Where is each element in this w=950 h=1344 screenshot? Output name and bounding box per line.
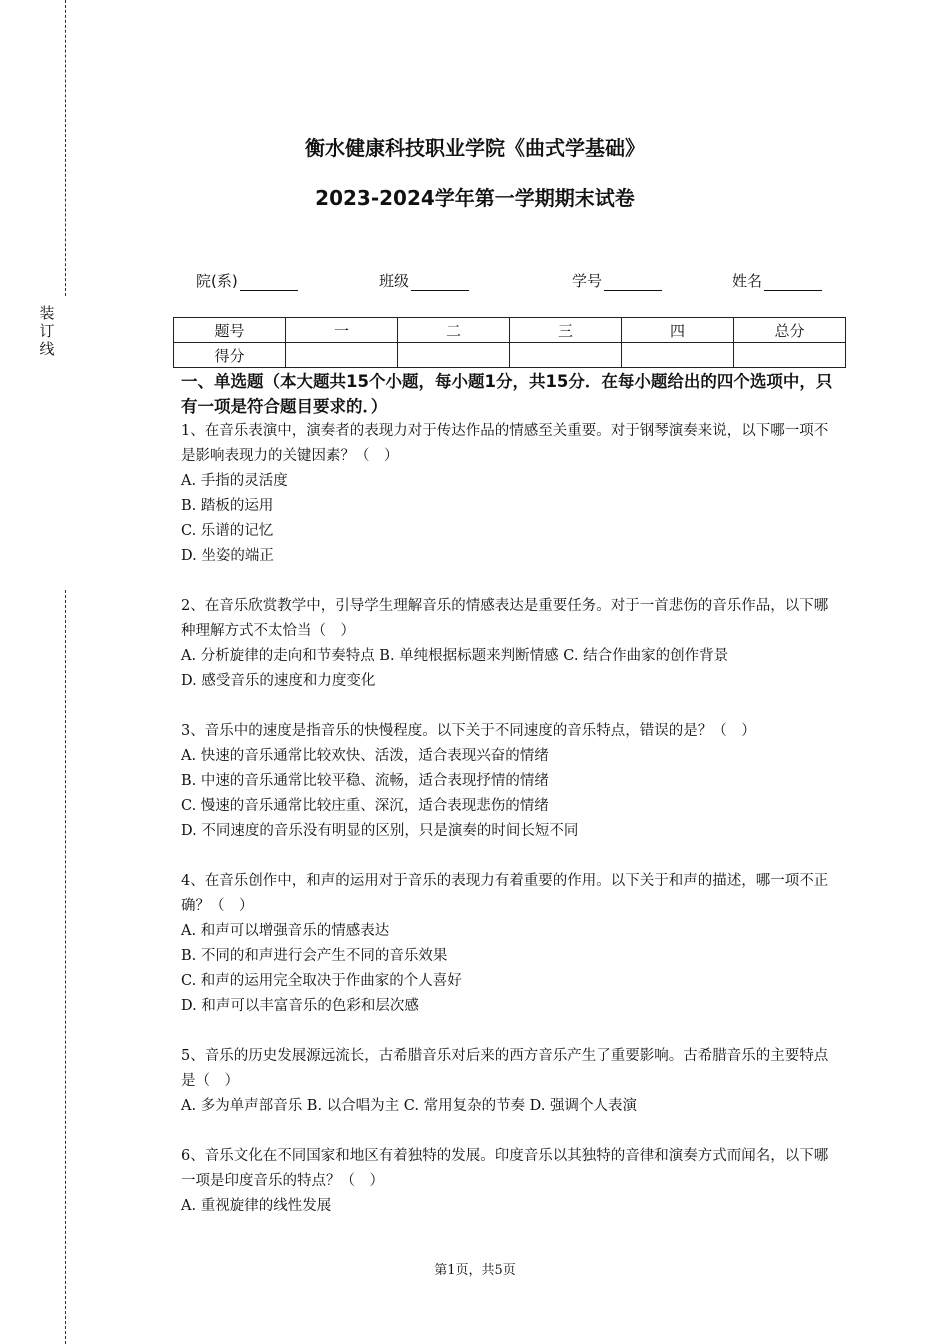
question-option: C. 慢速的音乐通常比较庄重、深沉，适合表现悲伤的情绪 bbox=[181, 798, 549, 814]
binding-label: 装订线 bbox=[39, 304, 55, 358]
question-option: D. 不同速度的音乐没有明显的区别，只是演奏的时间长短不同 bbox=[181, 823, 579, 839]
question-option: B. 不同的和声进行会产生不同的音乐效果 bbox=[181, 948, 448, 964]
score-table-score-row bbox=[174, 343, 846, 368]
question-stem: 2、在音乐欣赏教学中，引导学生理解音乐的情感表达是重要任务。对于一首悲伤的音乐作品，以下哪种理解方式不太恰当（ ） bbox=[181, 598, 829, 639]
question-option: D. 和声可以丰富音乐的色彩和层次感 bbox=[181, 998, 419, 1014]
score-header-cell: 三 bbox=[510, 318, 622, 343]
score-table-header-row bbox=[174, 318, 846, 343]
question-stem: 5、音乐的历史发展源远流长，古希腊音乐对后来的西方音乐产生了重要影响。古希腊音乐的主要特点是（ ） bbox=[181, 1048, 829, 1089]
score-cell[interactable] bbox=[622, 343, 734, 368]
department-blank[interactable] bbox=[240, 275, 298, 291]
score-header-cell: 一 bbox=[286, 318, 398, 343]
question-option: B. 中速的音乐通常比较平稳、流畅，适合表现抒情的情绪 bbox=[181, 773, 549, 789]
question-option: A. 和声可以增强音乐的情感表达 bbox=[181, 923, 390, 939]
question-option: A. 重视旋律的线性发展 bbox=[181, 1198, 332, 1214]
score-table bbox=[173, 317, 846, 368]
department-label: 院(系) bbox=[196, 272, 238, 290]
question-6 bbox=[181, 1144, 841, 1219]
binding-dashed-line-bottom bbox=[65, 590, 66, 1344]
exam-title-line1: 衡水健康科技职业学院《曲式学基础》 bbox=[305, 136, 645, 160]
class-label: 班级 bbox=[379, 272, 410, 290]
question-option: C. 和声的运用完全取决于作曲家的个人喜好 bbox=[181, 973, 462, 989]
question-option: A. 分析旋律的走向和节奏特点 B. 单纯根据标题来判断情感 C. 结合作曲家的创作背景 bbox=[181, 648, 729, 664]
question-option: A. 快速的音乐通常比较欢快、活泼，适合表现兴奋的情绪 bbox=[181, 748, 549, 764]
question-option: C. 乐谱的记忆 bbox=[181, 523, 274, 539]
question-3 bbox=[181, 719, 841, 844]
question-5 bbox=[181, 1044, 841, 1119]
question-1 bbox=[181, 419, 841, 569]
score-header-cell: 四 bbox=[622, 318, 734, 343]
question-option: D. 坐姿的端正 bbox=[181, 548, 274, 564]
score-header-cell: 二 bbox=[398, 318, 510, 343]
student-id-blank[interactable] bbox=[604, 275, 662, 291]
name-label: 姓名 bbox=[732, 272, 763, 290]
score-cell[interactable] bbox=[286, 343, 398, 368]
score-header-cell: 题号 bbox=[174, 318, 286, 343]
question-option: A. 手指的灵活度 bbox=[181, 473, 288, 489]
question-stem: 1、在音乐表演中，演奏者的表现力对于传达作品的情感至关重要。对于钢琴演奏来说，以下哪一项不是影响表现力的关键因素？（ ） bbox=[181, 423, 829, 464]
student-id-field bbox=[572, 270, 662, 291]
exam-title-line2: 2023-2024学年第一学期期末试卷 bbox=[315, 186, 635, 210]
score-cell[interactable] bbox=[510, 343, 622, 368]
score-header-cell: 总分 bbox=[734, 318, 846, 343]
score-row-label: 得分 bbox=[174, 343, 286, 368]
class-blank[interactable] bbox=[411, 275, 469, 291]
question-stem: 4、在音乐创作中，和声的运用对于音乐的表现力有着重要的作用。以下关于和声的描述，哪一项不正确？（ ） bbox=[181, 873, 829, 914]
score-cell[interactable] bbox=[734, 343, 846, 368]
score-cell[interactable] bbox=[398, 343, 510, 368]
question-option: B. 踏板的运用 bbox=[181, 498, 274, 514]
question-stem: 6、音乐文化在不同国家和地区有着独特的发展。印度音乐以其独特的音律和演奏方式而闻名，以下哪一项是印度音乐的特点？（ ） bbox=[181, 1148, 829, 1189]
question-option: A. 多为单声部音乐 B. 以合唱为主 C. 常用复杂的节奏 D. 强调个人表演 bbox=[181, 1098, 638, 1114]
class-field bbox=[379, 270, 469, 291]
question-4 bbox=[181, 869, 841, 1019]
page-footer: 第1页，共5页 bbox=[434, 1263, 516, 1278]
exam-content bbox=[181, 369, 841, 1244]
name-blank[interactable] bbox=[764, 275, 822, 291]
section-heading: 一、单选题（本大题共15个小题，每小题1分，共15分．在每小题给出的四个选项中，只有一项是符合题目要求的．） bbox=[181, 372, 833, 416]
name-field bbox=[732, 270, 822, 291]
question-option: D. 感受音乐的速度和力度变化 bbox=[181, 673, 376, 689]
question-2 bbox=[181, 594, 841, 694]
question-stem: 3、音乐中的速度是指音乐的快慢程度。以下关于不同速度的音乐特点，错误的是？（ ） bbox=[181, 723, 756, 739]
department-field bbox=[196, 270, 298, 291]
student-id-label: 学号 bbox=[572, 272, 603, 290]
